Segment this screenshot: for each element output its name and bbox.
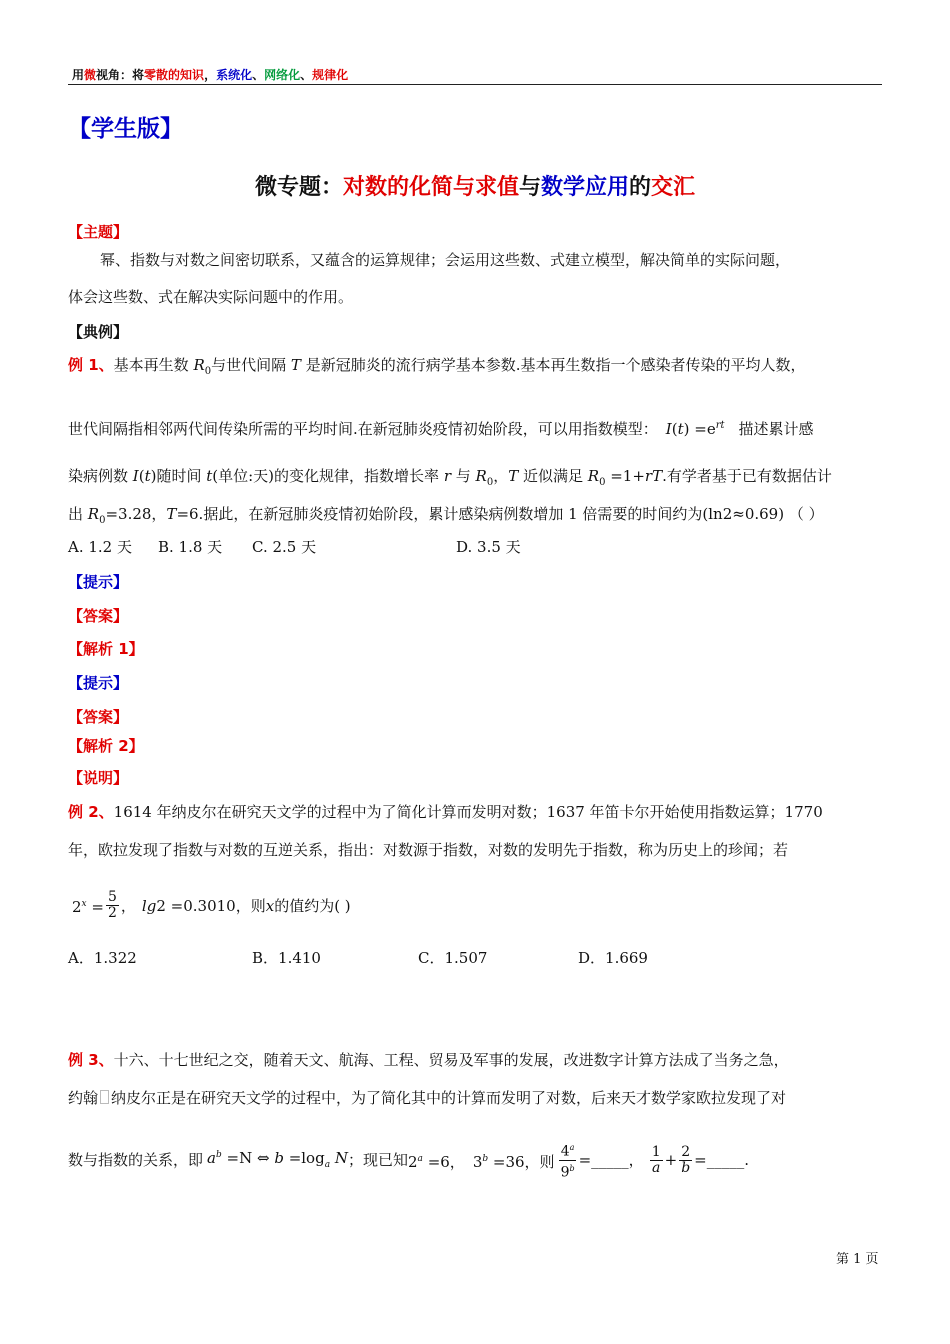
var: rT xyxy=(644,467,663,485)
num: 4 xyxy=(560,1143,570,1160)
hint-label-1: 【提示】 xyxy=(68,573,129,591)
math xyxy=(142,895,236,917)
text: (单位:天)的变化规律，指数增长率 xyxy=(212,467,444,485)
text: 随时间 xyxy=(156,467,207,485)
var: R xyxy=(587,467,600,485)
ex1-option-c: C. 2.5 天 xyxy=(252,538,317,556)
text: ；现已知 xyxy=(347,1151,408,1170)
sub: 0 xyxy=(204,366,212,377)
ex1-line-2 xyxy=(68,415,814,440)
den: 2 xyxy=(107,905,117,921)
title-part: 的 xyxy=(629,175,652,200)
answer-label-1: 【答案】 xyxy=(68,607,129,625)
num: 2 xyxy=(681,1143,691,1160)
text: ，则 xyxy=(235,896,266,915)
var: =log xyxy=(283,1149,325,1168)
header-text: 、 xyxy=(252,68,265,82)
text: 出 xyxy=(68,505,88,523)
text: 与 xyxy=(450,467,476,485)
var: = xyxy=(91,898,104,916)
version-label: 【学生版】 xyxy=(68,116,183,142)
den: 9 xyxy=(560,1164,570,1181)
text: =3.28， xyxy=(105,505,167,523)
text: =6.据此，在新冠肺炎疫情初始阶段，累计感染病例数增加 1 倍需要的时间约为(ln2≈0.69) （ ） xyxy=(176,505,824,523)
text: 约翰 xyxy=(68,1089,99,1107)
theme-line-1: 幂、指数与对数之间密切联系，又蕴含的运算规律；会运用这些数、式建立模型，解决简单的实际问题， xyxy=(100,251,791,269)
ex2-option-d: D．1.669 xyxy=(578,949,648,967)
title-part: 对数的化简与求值 xyxy=(342,175,519,200)
var: T xyxy=(290,356,301,374)
header-text: 、 xyxy=(300,68,313,82)
header-divider xyxy=(68,84,882,85)
var: t xyxy=(144,467,151,485)
var: 3 xyxy=(472,1152,483,1171)
ex3-fraction-1 xyxy=(559,1140,577,1180)
var: e xyxy=(706,420,716,438)
ex3-label: 例 3、 xyxy=(68,1051,114,1069)
header-text: 视角：将 xyxy=(96,68,145,82)
den: a xyxy=(651,1159,661,1176)
math xyxy=(408,1148,465,1173)
var: lg xyxy=(141,896,157,915)
var: t xyxy=(677,420,684,438)
text: =_____. xyxy=(694,1151,749,1170)
var: N xyxy=(334,1149,348,1168)
title-part: 交汇 xyxy=(651,175,696,200)
text: 与世代间隔 xyxy=(211,356,291,374)
text: ， xyxy=(493,467,509,485)
title-part: 微专题： xyxy=(254,175,343,200)
var: R xyxy=(87,505,100,523)
text: =_____， xyxy=(578,1151,644,1170)
header-text: ， xyxy=(204,68,217,82)
var: rt xyxy=(715,420,725,431)
ex1-option-d: D. 3.5 天 xyxy=(456,538,521,556)
ex2-line-3 xyxy=(68,890,351,921)
ex2-line-1 xyxy=(68,801,823,823)
text: ， xyxy=(120,896,136,915)
math xyxy=(72,893,104,918)
theme-line-2: 体会这些数、式在解决实际问题中的作用。 xyxy=(68,288,354,306)
ex2-line-2: 年，欧拉发现了指数与对数的互逆关系，指出：对数源于指数，对数的发明先于指数，称为历史上的珍闻；若 xyxy=(68,841,789,859)
header-text: 规律化 xyxy=(312,68,349,82)
page-number: 第 1 页 xyxy=(836,1252,879,1267)
ex2-option-a: A．1.322 xyxy=(68,949,137,967)
answer-label-2: 【答案】 xyxy=(68,708,129,726)
var: r xyxy=(443,467,451,485)
var: a xyxy=(417,1153,423,1164)
missing-glyph-box xyxy=(100,1090,109,1104)
header-text: 用 xyxy=(72,68,85,82)
var: I xyxy=(665,420,672,438)
ex3-fraction-2 xyxy=(650,1145,663,1176)
var: 2 xyxy=(408,1152,418,1171)
header-text: 微 xyxy=(84,68,97,82)
ex1-option-b: B. 1.8 天 xyxy=(158,538,223,556)
var: 2 =0.3010 xyxy=(156,896,236,915)
text: 数与指数的关系，即 xyxy=(68,1151,204,1170)
text: + xyxy=(664,1151,678,1170)
math xyxy=(207,1144,348,1176)
var: =N ⇔ xyxy=(221,1149,275,1168)
var: R xyxy=(193,356,205,374)
ex1-label: 例 1、 xyxy=(68,356,114,374)
text: 十六、十七世纪之交，随着天文、航海、工程、贸易及军事的发展，改进数字计算方法成了当务之急， xyxy=(113,1051,789,1069)
ex2-label: 例 2、 xyxy=(68,803,114,821)
ex1-option-a: A. 1.2 天 xyxy=(68,538,132,556)
analysis-label-1: 【解析 1】 xyxy=(68,640,144,658)
var: t xyxy=(206,467,213,485)
var: a xyxy=(569,1143,575,1152)
num: 5 xyxy=(107,889,117,905)
sub: 0 xyxy=(486,477,494,488)
ex1-line-3: 染病例数 I(t)随时间 t(单位:天)的变化规律，指数增长率 r 与 $R_0$，T 近似满足 $R_0 =1+rT$.有学者基于已有数据估计 xyxy=(68,467,832,488)
var: b xyxy=(274,1149,284,1168)
var: b xyxy=(482,1153,489,1164)
den: b xyxy=(681,1159,691,1176)
examples-label: 【典例】 xyxy=(68,323,129,341)
ex1-line-4 xyxy=(68,503,824,532)
sub: 0 xyxy=(99,515,106,526)
ex2-option-c: C．1.507 xyxy=(418,949,488,967)
ex3-line-1 xyxy=(68,1049,789,1071)
text: 染病例数 xyxy=(68,467,133,485)
page-header xyxy=(72,66,348,83)
title-part: 与 xyxy=(518,175,541,200)
theme-label: 【主题】 xyxy=(68,223,129,241)
var: R xyxy=(475,467,487,485)
ex1-model-formula: $I(t) =e^{rt}$ xyxy=(665,420,725,438)
text: .有学者基于已有数据估计 xyxy=(662,467,832,485)
text: =1+ xyxy=(605,467,645,485)
var: =6， xyxy=(422,1152,465,1171)
var: I xyxy=(132,467,139,485)
var: T xyxy=(508,467,519,485)
title-part: 数学应用 xyxy=(541,175,630,200)
ex2-fraction xyxy=(106,890,119,921)
hint-label-2: 【提示】 xyxy=(68,674,129,692)
var: T xyxy=(166,505,177,523)
ex3-line-2 xyxy=(68,1087,786,1109)
sub: 0 xyxy=(599,477,606,488)
header-text: 系统化 xyxy=(216,68,253,82)
text: 是新冠肺炎的流行病学基本参数.基本再生数指一个感染者传染的平均人数， xyxy=(300,356,806,374)
ex1-line-1 xyxy=(68,354,805,383)
var: x xyxy=(81,899,87,909)
ex2-option-b: B．1.410 xyxy=(252,949,321,967)
text: 纳皮尔正是在研究天文学的过程中，为了简化其中的计算而发明了对数，后来天才数学家欧拉发现了对 xyxy=(111,1089,787,1107)
math xyxy=(473,1148,555,1173)
var: a xyxy=(324,1160,331,1171)
analysis-label-2: 【解析 2】 xyxy=(68,737,144,755)
text: 世代间隔指相邻两代间传染所需的平均时间.在新冠肺炎疫情初始阶段，可以用指数模型： xyxy=(68,420,658,438)
text: 基本再生数 xyxy=(113,356,194,374)
ex3-line-3 xyxy=(68,1140,749,1180)
page-title xyxy=(0,170,950,201)
var: x xyxy=(265,896,275,915)
var: =36，则 xyxy=(488,1152,555,1171)
var: b xyxy=(215,1150,222,1161)
var: a xyxy=(207,1149,216,1168)
num: 1 xyxy=(651,1143,661,1160)
var: b xyxy=(569,1163,575,1173)
var: 2 xyxy=(72,898,82,916)
text: 1614 年纳皮尔在研究天文学的过程中为了简化计算而发明对数；1637 年笛卡尔开始使用指数运算；1770 xyxy=(113,803,823,821)
text: 描述累计感 xyxy=(738,420,814,438)
header-text: 零散的知识 xyxy=(144,68,205,82)
header-text: 网络化 xyxy=(264,68,301,82)
text: 的值约为( ) xyxy=(274,896,351,915)
note-label: 【说明】 xyxy=(68,769,129,787)
text: 近似满足 xyxy=(518,467,588,485)
ex3-fraction-3 xyxy=(679,1145,692,1176)
